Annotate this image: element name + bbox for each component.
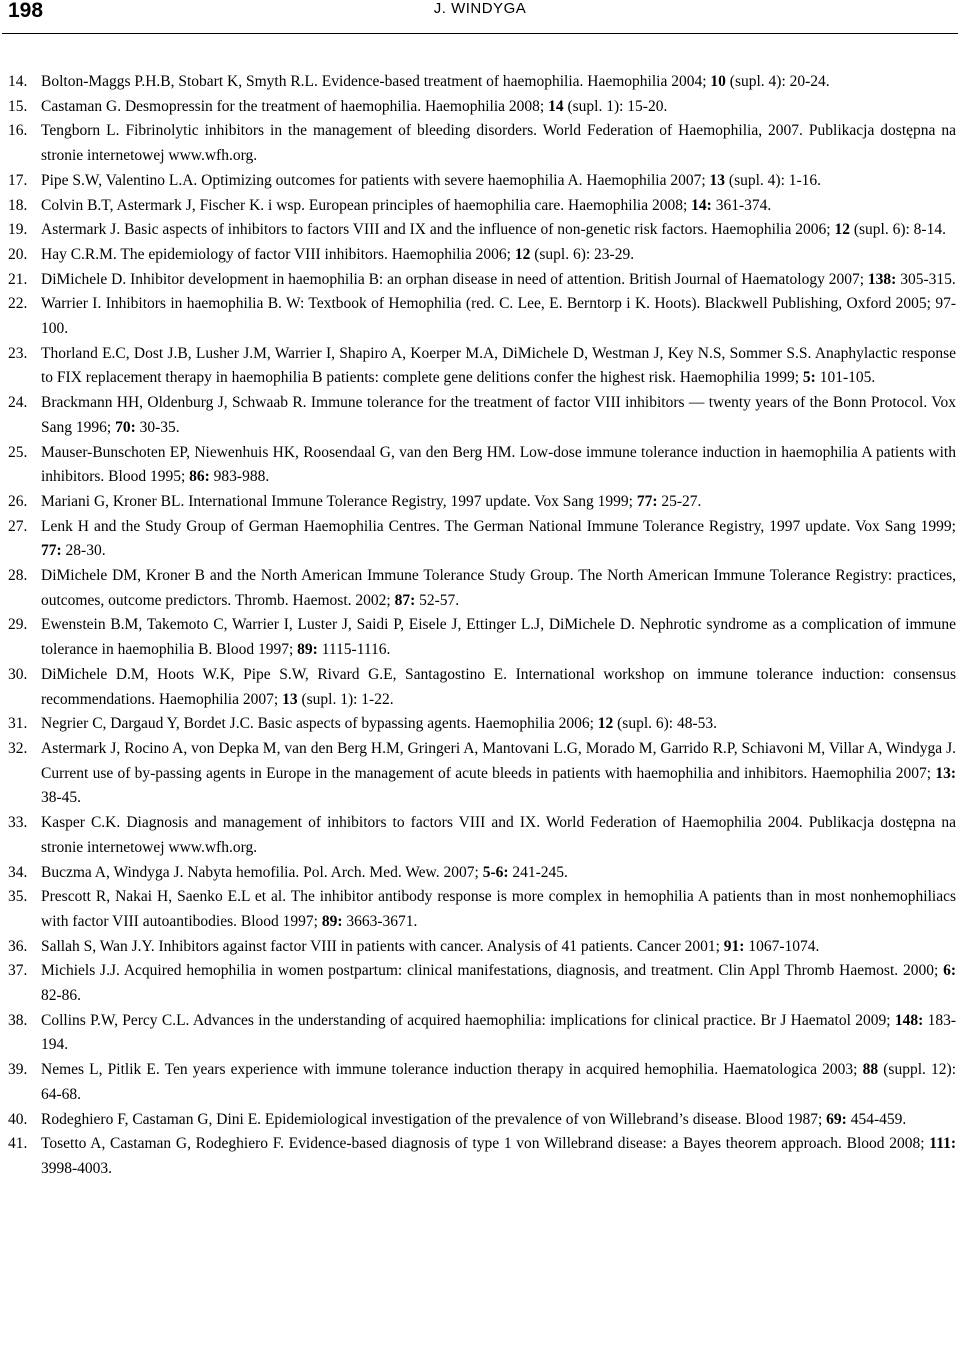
reference-text: DiMichele D.M, Hoots W.K, Pipe S.W, Rivard G.E, Santagostino E. International workshop on immune tolerance induction: consensus recommendations. Haemophilia 2007; 13 (supl. 1): 1-22. xyxy=(41,665,956,708)
volume-number: 89: xyxy=(321,912,343,930)
reference-item xyxy=(8,119,956,168)
reference-item xyxy=(8,1108,956,1133)
volume-number: 111: xyxy=(929,1135,956,1153)
reference-item xyxy=(8,811,956,860)
running-head: J. WINDYGA xyxy=(433,0,527,17)
reference-number: 21. xyxy=(8,270,28,288)
reference-text: Collins P.W, Percy C.L. Advances in the understanding of acquired haemophilia: implications for clinical practice. Br J Haematol 2009; 148: 183-194. xyxy=(41,1011,956,1054)
reference-text: Thorland E.C, Dost J.B, Lusher J.M, Warrier I, Shapiro A, Koerper M.A, DiMichele D, Westman J, Key N.S, Sommer S.S. Anaphylactic response to FIX replacement therapy in haemophilia B patients: complete gene delitions confer the highest risk. Haemophilia 1999; 5: 101-105. xyxy=(41,344,956,387)
reference-number: 38. xyxy=(8,1011,28,1029)
reference-text: Sallah S, Wan J.Y. Inhibitors against factor VIII in patients with cancer. Analysis of 41 patients. Cancer 2001; 91: 1067-1074. xyxy=(41,937,820,955)
reference-item xyxy=(8,95,956,120)
volume-number: 70: xyxy=(115,418,136,436)
reference-number: 14. xyxy=(8,73,28,90)
reference-text: Hay C.R.M. The epidemiology of factor VIII inhibitors. Haemophilia 2006; 12 (supl. 6): 23-29. xyxy=(41,245,635,263)
reference-text: Tengborn L. Fibrinolytic inhibitors in the management of bleeding disorders. World Federation of Haemophilia, 2007. Publikacja dostępna na stronie internetowej www.wfh.org. xyxy=(41,122,956,165)
reference-text: Buczma A, Windyga J. Nabyta hemofilia. Pol. Arch. Med. Wew. 2007; 5-6: 241-245. xyxy=(41,863,568,881)
reference-item xyxy=(8,712,956,737)
reference-list xyxy=(8,70,956,1182)
volume-number: 77: xyxy=(636,492,658,510)
reference-text: DiMichele D. Inhibitor development in haemophilia B: an orphan disease in need of attention. British Journal of Haematology 2007; 138: 305-315. xyxy=(41,270,956,288)
reference-item xyxy=(8,391,956,440)
reference-item xyxy=(8,268,956,293)
reference-number: 15. xyxy=(8,97,28,115)
reference-item xyxy=(8,959,956,1008)
reference-number: 20. xyxy=(8,245,28,263)
reference-text: Michiels J.J. Acquired hemophilia in women postpartum: clinical manifestations, diagnosis, and treatment. Clin Appl Thromb Haemost. 2000; 6: 82-86. xyxy=(41,962,956,1005)
reference-number: 34. xyxy=(8,863,28,881)
reference-number: 22. xyxy=(8,295,28,313)
reference-item xyxy=(8,70,956,95)
reference-number: 27. xyxy=(8,517,28,535)
reference-text: Brackmann HH, Oldenburg J, Schwaab R. Immune tolerance for the treatment of factor VIII inhibitors — twenty years of the Bonn Protocol. Vox Sang 1996; 70: 30-35. xyxy=(41,394,956,436)
reference-number: 25. xyxy=(8,443,28,461)
reference-number: 19. xyxy=(8,221,28,239)
reference-text: Pipe S.W, Valentino L.A. Optimizing outcomes for patients with severe haemophilia A. Haemophilia 2007; 13 (supl. 4): 1-16. xyxy=(41,171,822,189)
volume-number: 86: xyxy=(189,468,210,486)
reference-item xyxy=(8,441,956,490)
reference-item xyxy=(8,1009,956,1058)
reference-item xyxy=(8,935,956,960)
reference-number: 26. xyxy=(8,492,28,510)
page-number: 198 xyxy=(8,0,44,22)
reference-text: Bolton-Maggs P.H.B, Stobart K, Smyth R.L. Evidence-based treatment of haemophilia. Haemophilia 2004; 10 (supl. 4): 20-24. xyxy=(41,73,830,90)
reference-text: Astermark J, Rocino A, von Depka M, van den Berg H.M, Gringeri A, Mantovani L.G, Morado M, Garrido R.P, Schiavoni M, Villar A, Windyga J. Current use of by-passing agents in Europe in the management of acute bleeds in patients with haemophilia and inhibitors. Haemophilia 2007; 13: 38-45. xyxy=(41,739,956,807)
reference-number: 37. xyxy=(8,962,28,980)
reference-number: 17. xyxy=(8,171,28,189)
reference-number: 24. xyxy=(8,394,28,412)
volume-number: 13 xyxy=(709,171,726,189)
reference-number: 40. xyxy=(8,1110,28,1128)
volume-number: 14: xyxy=(691,196,712,214)
volume-number: 69: xyxy=(826,1110,847,1128)
reference-text: Negrier C, Dargaud Y, Bordet J.C. Basic aspects of bypassing agents. Haemophilia 2006; 12 (supl. 6): 48-53. xyxy=(41,715,718,733)
reference-number: 28. xyxy=(8,567,28,585)
reference-item xyxy=(8,515,956,564)
reference-text: Nemes L, Pitlik E. Ten years experience with immune tolerance induction therapy in acquired hemophilia. Haematologica 2003; 88 (suppl. 12): 64-68. xyxy=(41,1061,957,1103)
volume-number: 5: xyxy=(802,369,816,387)
reference-text: Warrier I. Inhibitors in haemophilia B. W: Textbook of Hemophilia (red. C. Lee, E. Berntorp i K. Hoots). Blackwell Publishing, Oxford 2005; 97-100. xyxy=(41,295,956,338)
volume-number: 6: xyxy=(943,962,956,980)
reference-number: 33. xyxy=(8,814,28,832)
volume-number: 12 xyxy=(514,245,531,263)
reference-number: 30. xyxy=(8,665,28,683)
volume-number: 77: xyxy=(41,542,62,560)
volume-number: 148: xyxy=(894,1011,924,1029)
volume-number: 88 xyxy=(862,1061,879,1079)
reference-item xyxy=(8,613,956,662)
reference-item xyxy=(8,1132,956,1181)
reference-number: 29. xyxy=(8,616,28,634)
reference-text: Mauser-Bunschoten EP, Niewenhuis HK, Roosendaal G, van den Berg HM. Low-dose immune tolerance induction in haemophilia A patients with inhibitors. Blood 1995; 86: 983-988. xyxy=(41,443,956,486)
reference-item xyxy=(8,490,956,515)
reference-item xyxy=(8,194,956,219)
reference-text: Colvin B.T, Astermark J, Fischer K. i wsp. European principles of haemophilia care. Haemophilia 2008; 14: 361-374. xyxy=(41,196,772,214)
reference-text: Tosetto A, Castaman G, Rodeghiero F. Evidence-based diagnosis of type 1 von Willebrand disease: a Bayes theorem approach. Blood 2008; 111: 3998-4003. xyxy=(41,1135,956,1177)
reference-item xyxy=(8,663,956,712)
reference-number: 31. xyxy=(8,715,28,733)
reference-number: 18. xyxy=(8,196,28,214)
header-rule xyxy=(2,33,958,34)
volume-number: 5-6: xyxy=(482,863,509,881)
reference-text: DiMichele DM, Kroner B and the North American Immune Tolerance Study Group. The North American Immune Tolerance Registry: practices, outcomes, outcome predictors. Thromb. Haemost. 2002; 87: 52-57. xyxy=(41,567,956,609)
volume-number: 13: xyxy=(935,764,956,782)
reference-number: 16. xyxy=(8,122,28,140)
reference-number: 41. xyxy=(8,1135,28,1153)
reference-text: Castaman G. Desmopressin for the treatment of haemophilia. Haemophilia 2008; 14 (supl. 1): 15-20. xyxy=(41,97,668,115)
volume-number: 13 xyxy=(282,690,298,708)
reference-text: Lenk H and the Study Group of German Haemophilia Centres. The German National Immune Tolerance Registry, 1997 update. Vox Sang 1999; 77: 28-30. xyxy=(41,517,956,560)
volume-number: 12 xyxy=(834,221,850,239)
reference-number: 32. xyxy=(8,739,28,757)
reference-item xyxy=(8,564,956,613)
reference-text: Astermark J. Basic aspects of inhibitors to factors VIII and IX and the influence of non-genetic risk factors. Haemophilia 2006; 12 (supl. 6): 8-14. xyxy=(41,221,946,239)
reference-text: Rodeghiero F, Castaman G, Dini E. Epidemiological investigation of the prevalence of von Willebrand’s disease. Blood 1987; 69: 454-459. xyxy=(41,1110,907,1128)
page-header xyxy=(0,0,960,40)
reference-item xyxy=(8,292,956,341)
reference-item xyxy=(8,1058,956,1107)
reference-text: Prescott R, Nakai H, Saenko E.L et al. The inhibitor antibody response is more complex in hemophilia A patients than in most nonhemophiliacs with factor VIII autoantibodies. Blood 1997; 89: 3663-3671. xyxy=(41,888,956,930)
volume-number: 91: xyxy=(723,937,745,955)
volume-number: 12 xyxy=(597,715,614,733)
reference-text: Ewenstein B.M, Takemoto C, Warrier I, Luster J, Saidi P, Eisele J, Ettinger L.J, DiMichele D. Nephrotic syndrome as a complication of immune tolerance in haemophilia B. Blood 1997; 89: 1115-1116. xyxy=(41,616,956,659)
reference-item xyxy=(8,737,956,811)
volume-number: 14 xyxy=(548,97,564,115)
volume-number: 138: xyxy=(867,270,897,288)
reference-item xyxy=(8,243,956,268)
reference-item xyxy=(8,342,956,391)
reference-number: 39. xyxy=(8,1061,28,1079)
reference-item xyxy=(8,861,956,886)
volume-number: 89: xyxy=(297,641,318,659)
reference-number: 35. xyxy=(8,888,28,906)
reference-number: 36. xyxy=(8,937,28,955)
reference-number: 23. xyxy=(8,344,28,362)
volume-number: 87: xyxy=(394,591,416,609)
volume-number: 10 xyxy=(710,73,726,90)
reference-text: Kasper C.K. Diagnosis and management of inhibitors to factors VIII and IX. World Federation of Haemophilia 2004. Publikacja dostępna na stronie internetowej www.wfh.org. xyxy=(41,814,956,856)
reference-item xyxy=(8,169,956,194)
reference-item xyxy=(8,885,956,934)
reference-text: Mariani G, Kroner BL. International Immune Tolerance Registry, 1997 update. Vox Sang 1999; 77: 25-27. xyxy=(41,492,702,510)
reference-item xyxy=(8,218,956,243)
